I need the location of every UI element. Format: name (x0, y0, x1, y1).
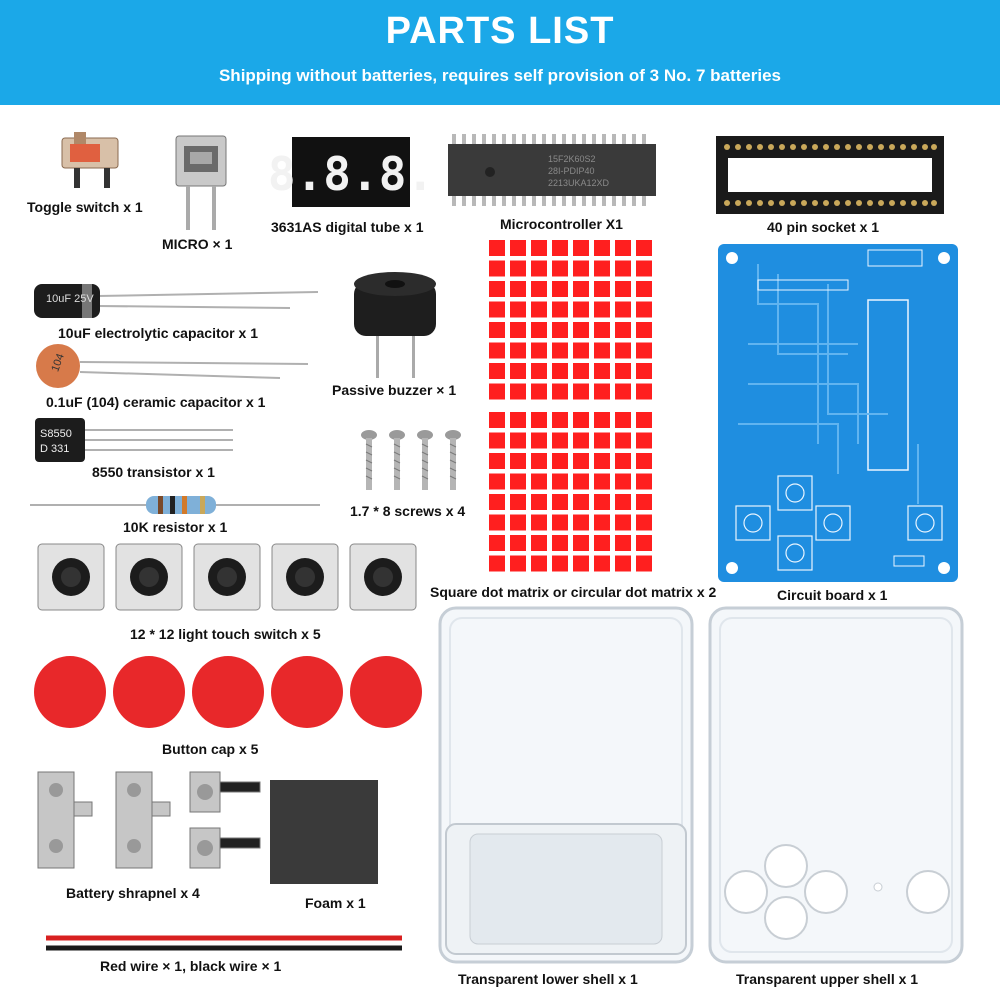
micro-usb-label: MICRO × 1 (162, 236, 233, 252)
led-dot (636, 322, 652, 338)
led-dot (552, 281, 568, 297)
transistor-marking-2: D 331 (40, 443, 70, 455)
toggle-switch-image (60, 130, 120, 190)
button-cap-label: Button cap x 5 (162, 741, 259, 757)
led-dot (489, 535, 505, 551)
led-dot (552, 302, 568, 318)
led-dot (636, 261, 652, 277)
led-dot (573, 322, 589, 338)
led-dot (594, 494, 610, 510)
led-dot (531, 322, 547, 338)
led-dot (489, 302, 505, 318)
led-dot (489, 281, 505, 297)
led-dot (636, 343, 652, 359)
circuit-board-image (718, 244, 958, 582)
led-dot (594, 474, 610, 490)
electrolytic-capacitor-image (30, 282, 320, 322)
led-dot (552, 556, 568, 572)
digital-tube-image (267, 137, 435, 207)
dot-matrix-label: Square dot matrix or circular dot matrix x 2 (430, 584, 717, 600)
led-dot (594, 240, 610, 256)
led-dot (615, 474, 631, 490)
led-dot (552, 384, 568, 400)
buzzer-image (350, 268, 440, 382)
led-dot (594, 433, 610, 449)
led-dot (510, 343, 526, 359)
led-dot (489, 433, 505, 449)
led-dot (510, 322, 526, 338)
led-dot (573, 281, 589, 297)
dot-matrix-top (487, 238, 657, 404)
resistor-image (30, 494, 320, 516)
led-dot (636, 384, 652, 400)
led-dot (615, 494, 631, 510)
led-dot (636, 302, 652, 318)
resistor-label: 10K resistor x 1 (123, 519, 228, 535)
digital-tube-display: 8.8.8. (267, 147, 435, 201)
led-dot (531, 515, 547, 531)
led-dot (531, 474, 547, 490)
ceramic-capacitor-label: 0.1uF (104) ceramic capacitor x 1 (46, 394, 266, 410)
mcu-marking-2: 28I-PDIP40 (548, 166, 595, 176)
led-dot (552, 412, 568, 428)
led-dot (489, 515, 505, 531)
led-dot (552, 322, 568, 338)
led-dot (615, 302, 631, 318)
button-cap-icon (34, 656, 422, 728)
touch-switch-label: 12 * 12 light touch switch x 5 (130, 626, 321, 642)
buzzer-label: Passive buzzer × 1 (332, 382, 457, 398)
led-dot (510, 556, 526, 572)
led-dot (510, 261, 526, 277)
page-title: PARTS LIST (385, 10, 615, 52)
screw-icon (361, 430, 461, 490)
ceramic-marking: 104 (49, 351, 67, 374)
led-dot (615, 240, 631, 256)
pin-socket-label: 40 pin socket x 1 (767, 219, 880, 235)
foam-image (270, 780, 378, 884)
led-dot (573, 515, 589, 531)
led-dot (615, 535, 631, 551)
microcontroller-image (448, 134, 656, 208)
led-dot (531, 302, 547, 318)
led-dot (594, 322, 610, 338)
led-dot (552, 474, 568, 490)
led-dot (552, 363, 568, 379)
led-dot (573, 240, 589, 256)
led-dot (636, 240, 652, 256)
digital-tube-label: 3631AS digital tube x 1 (271, 219, 424, 235)
circuit-board-label: Circuit board x 1 (777, 587, 888, 603)
led-dot (573, 453, 589, 469)
led-dot (510, 474, 526, 490)
led-dot (489, 240, 505, 256)
led-dot (489, 343, 505, 359)
led-dot (594, 384, 610, 400)
led-dot (510, 515, 526, 531)
electrolytic-marking: 10uF 25V (46, 293, 94, 305)
led-dot (552, 343, 568, 359)
led-dot (510, 384, 526, 400)
led-dot (594, 412, 610, 428)
led-dot (573, 384, 589, 400)
led-dot (531, 412, 547, 428)
led-dot (531, 281, 547, 297)
led-dot (489, 322, 505, 338)
led-dot (552, 240, 568, 256)
led-dot (573, 433, 589, 449)
led-dot (573, 261, 589, 277)
led-dot (552, 261, 568, 277)
electrolytic-capacitor-label: 10uF electrolytic capacitor x 1 (58, 325, 258, 341)
led-dot (615, 343, 631, 359)
led-dot (531, 261, 547, 277)
transistor-marking-1: S8550 (40, 428, 72, 440)
screws-label: 1.7 * 8 screws x 4 (350, 503, 466, 519)
led-dot (510, 240, 526, 256)
led-dot (552, 433, 568, 449)
mcu-pins-top (452, 134, 646, 144)
upper-shell-label: Transparent upper shell x 1 (736, 971, 919, 987)
led-dot (531, 535, 547, 551)
led-dot (531, 384, 547, 400)
led-dot (489, 453, 505, 469)
led-dot (636, 515, 652, 531)
led-dot (573, 363, 589, 379)
led-dot (615, 261, 631, 277)
led-dot (636, 494, 652, 510)
led-dot (594, 302, 610, 318)
led-dot (594, 261, 610, 277)
led-dot (552, 494, 568, 510)
led-dot (510, 302, 526, 318)
led-dot (573, 474, 589, 490)
page-subtitle: Shipping without batteries, requires self provision of 3 No. 7 batteries (218, 66, 782, 85)
led-dot (615, 515, 631, 531)
led-dot (489, 261, 505, 277)
led-dot (552, 535, 568, 551)
header-banner (0, 0, 1000, 105)
led-dot (510, 453, 526, 469)
led-dot (573, 535, 589, 551)
led-dot (636, 474, 652, 490)
led-dot (489, 412, 505, 428)
battery-shrapnel-label: Battery shrapnel x 4 (66, 885, 200, 901)
led-dot (573, 556, 589, 572)
led-dot (531, 240, 547, 256)
mcu-marking-3: 2213UKA12XD (548, 178, 610, 188)
led-dot (636, 433, 652, 449)
led-dot (573, 412, 589, 428)
wires-image (46, 930, 402, 956)
dot-matrix-bottom (487, 410, 657, 576)
led-dot (594, 453, 610, 469)
touch-switch-icon (38, 544, 416, 610)
led-dot (489, 474, 505, 490)
transistor-image (35, 418, 235, 462)
led-dot (573, 302, 589, 318)
led-dot (510, 535, 526, 551)
led-dot (573, 343, 589, 359)
led-dot (510, 412, 526, 428)
led-dot (615, 363, 631, 379)
led-dot (489, 363, 505, 379)
led-dot (510, 494, 526, 510)
lower-shell-image (436, 604, 696, 966)
led-dot (552, 515, 568, 531)
led-dot (594, 515, 610, 531)
mcu-marking-1: 15F2K60S2 (548, 154, 596, 164)
led-dot (615, 556, 631, 572)
pin-socket-image (716, 136, 944, 214)
wires-label: Red wire × 1, black wire × 1 (100, 958, 282, 974)
led-dot (531, 453, 547, 469)
led-dot (594, 535, 610, 551)
mcu-pins-bottom (452, 196, 646, 206)
led-dot (531, 556, 547, 572)
transistor-label: 8550 transistor x 1 (92, 464, 215, 480)
led-dot (489, 494, 505, 510)
led-dot (531, 363, 547, 379)
micro-usb-image (172, 132, 230, 232)
led-dot (531, 343, 547, 359)
led-dot (510, 281, 526, 297)
led-dot (615, 322, 631, 338)
led-dot (594, 343, 610, 359)
led-dot (636, 453, 652, 469)
led-dot (573, 494, 589, 510)
led-dot (552, 453, 568, 469)
battery-shrapnel-image (36, 768, 266, 870)
screws-image (356, 428, 468, 498)
led-dot (615, 384, 631, 400)
foam-label: Foam x 1 (305, 895, 366, 911)
touch-switches-image (36, 540, 416, 616)
led-dot (636, 281, 652, 297)
led-dot (636, 363, 652, 379)
led-dot (594, 363, 610, 379)
led-dot (636, 556, 652, 572)
led-dot (489, 556, 505, 572)
led-dot (531, 433, 547, 449)
led-dot (636, 535, 652, 551)
led-dot (594, 281, 610, 297)
led-dot (615, 281, 631, 297)
lower-shell-label: Transparent lower shell x 1 (458, 971, 638, 987)
button-caps-image (32, 652, 428, 732)
led-dot (636, 412, 652, 428)
microcontroller-label: Microcontroller X1 (500, 216, 623, 232)
led-dot (615, 412, 631, 428)
led-dot (615, 453, 631, 469)
led-dot (489, 384, 505, 400)
ceramic-capacitor-image (30, 342, 310, 392)
toggle-switch-label: Toggle switch x 1 (27, 199, 143, 215)
led-dot (510, 433, 526, 449)
led-dot (594, 556, 610, 572)
led-dot (531, 494, 547, 510)
led-dot (510, 363, 526, 379)
upper-shell-image (706, 604, 966, 966)
led-dot (615, 433, 631, 449)
